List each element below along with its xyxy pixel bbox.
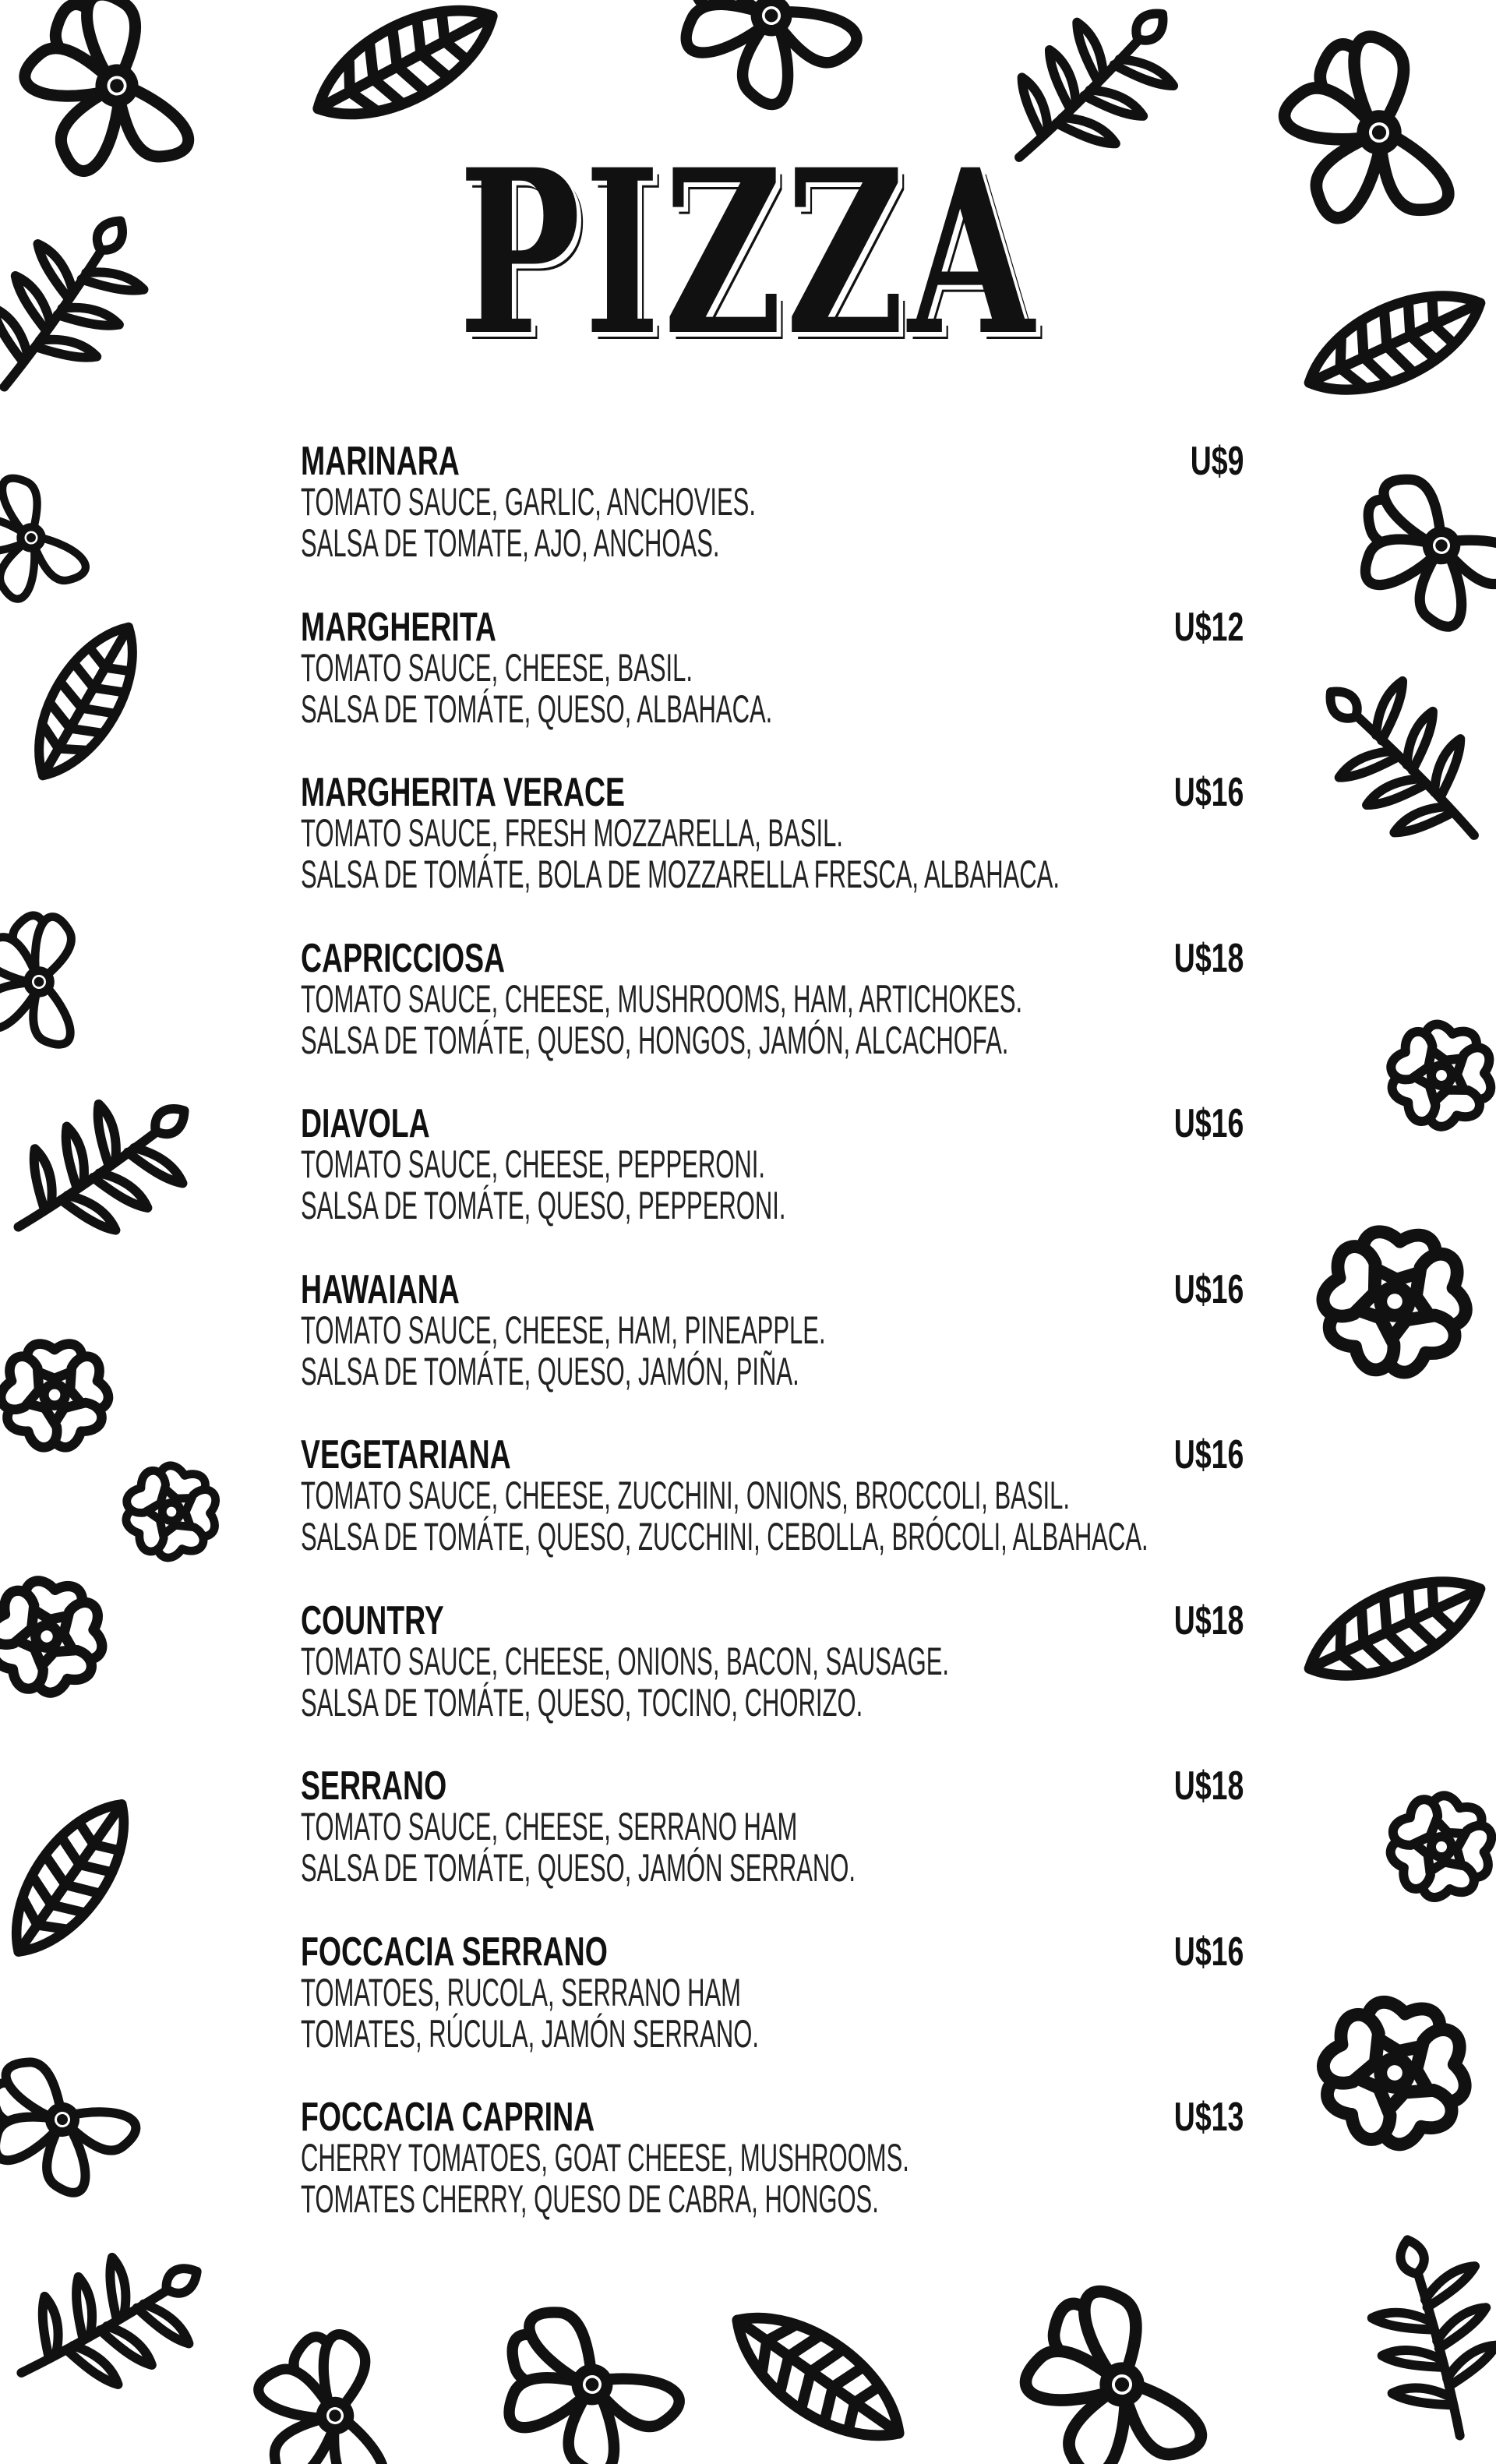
sprig-icon <box>1293 651 1496 874</box>
flower-icon <box>1336 448 1496 651</box>
menu-item-description-en: TOMATO SAUCE, FRESH MOZZARELLA, BASIL. <box>301 811 843 855</box>
menu-item-price: U$13 <box>1173 2095 1244 2140</box>
menu-item-name: FOCCACIA CAPRINA <box>301 2095 595 2140</box>
flower-icon <box>0 886 129 1077</box>
menu-item-price: U$16 <box>1173 1432 1244 1477</box>
blossom-icon <box>1375 1015 1496 1142</box>
menu-item-description-en: TOMATO SAUCE, CHEESE, ZUCCHINI, ONIONS, BROCCOLI, BASIL. <box>301 1474 1071 1517</box>
menu-item-description-es: SALSA DE TOMATE, AJO, ANCHOAS. <box>301 521 720 565</box>
leaf-icon <box>15 611 156 792</box>
menu-item-description-en: CHERRY TOMATOES, GOAT CHEESE, MUSHROOMS. <box>301 2136 909 2180</box>
menu-item-name: VEGETARIANA <box>301 1432 511 1477</box>
menu-item-name: MARGHERITA VERACE <box>301 770 626 815</box>
flower-icon <box>662 0 871 125</box>
menu-item-description-es: SALSA DE TOMÁTE, BOLA DE MOZZARELLA FRESCA, ALBAHACA. <box>301 853 1060 896</box>
menu-item-description-en: TOMATO SAUCE, CHEESE, PEPPERONI. <box>301 1142 766 1186</box>
menu-item <box>301 1266 1244 1435</box>
blossom-icon <box>1312 1227 1476 1384</box>
leaf-icon <box>716 2290 920 2464</box>
sprig-icon <box>0 189 168 420</box>
menu-item-name: DIAVOLA <box>301 1101 430 1146</box>
menu-item-name: MARINARA <box>301 439 460 484</box>
menu-item-price: U$18 <box>1173 935 1244 981</box>
leaf-icon <box>1294 271 1495 415</box>
menu-item <box>301 1103 1244 1269</box>
menu-item-price: U$9 <box>1190 439 1244 484</box>
menu-item-description-en: TOMATO SAUCE, GARLIC, ANCHOVIES. <box>301 480 756 524</box>
menu-item-description-en: TOMATO SAUCE, CHEESE, ONIONS, BACON, SAUSAGE. <box>301 1639 950 1683</box>
sprig-icon <box>1355 2225 1496 2450</box>
menu-item-name: MARGHERITA <box>301 604 496 650</box>
blossom-icon <box>0 1573 115 1706</box>
blossom-icon <box>1307 1993 1481 2161</box>
menu-item <box>301 1929 1244 2098</box>
flower-icon <box>0 471 96 610</box>
blossom-icon <box>1369 1780 1496 1919</box>
menu-item-description-en: TOMATO SAUCE, CHEESE, BASIL. <box>301 645 693 690</box>
menu-item <box>301 772 1244 938</box>
flower-icon <box>0 0 225 203</box>
menu-item-price: U$16 <box>1173 770 1244 815</box>
menu-item-name: SERRANO <box>301 1763 447 1809</box>
menu-item-description-en: TOMATOES, RUCOLA, SERRANO HAM <box>301 1970 741 2014</box>
flower-icon <box>478 2279 698 2464</box>
menu-item-price: U$16 <box>1173 1101 1244 1146</box>
menu-item-price: U$16 <box>1173 1929 1244 1975</box>
menu-item-name: COUNTRY <box>301 1597 444 1643</box>
menu-item-description-es: SALSA DE TOMÁTE, QUESO, ZUCCHINI, CEBOLLA, BRÓCOLI, ALBAHACA. <box>301 1515 1148 1559</box>
sprig-icon <box>0 1066 218 1275</box>
menu-item <box>301 2097 1244 2263</box>
menu-item <box>301 1432 1244 1601</box>
menu-item <box>301 1597 1244 1767</box>
blossom-icon <box>0 1344 111 1453</box>
menu-item-price: U$12 <box>1173 604 1244 650</box>
menu-item-description-es: SALSA DE TOMÁTE, QUESO, JAMÓN, PIÑA. <box>301 1349 799 1393</box>
menu-item-description-es: SALSA DE TOMÁTE, QUESO, TOCINO, CHORIZO. <box>301 1680 863 1724</box>
menu-item-price: U$16 <box>1173 1266 1244 1312</box>
menu-item-price: U$18 <box>1173 1597 1244 1643</box>
leaf-icon <box>0 1785 150 1972</box>
menu-item <box>301 935 1244 1104</box>
menu-item-name: FOCCACIA SERRANO <box>301 1929 608 1975</box>
menu-item <box>301 1763 1244 1932</box>
flower-icon <box>0 2028 155 2221</box>
menu-item-name: CAPRICCIOSA <box>301 935 506 981</box>
menu-item-description-es: SALSA DE TOMÁTE, QUESO, HONGOS, JAMÓN, ALCACHOFA. <box>301 1018 1009 1062</box>
menu-item-description-en: TOMATO SAUCE, CHEESE, SERRANO HAM <box>301 1805 798 1848</box>
sprig-icon <box>0 2224 226 2423</box>
menu-item-description-es: SALSA DE TOMÁTE, QUESO, ALBAHACA. <box>301 687 773 731</box>
menu-item-description-es: SALSA DE TOMÁTE, QUESO, PEPPERONI. <box>301 1184 786 1227</box>
menu-item <box>301 441 1244 607</box>
menu-item-description-es: TOMATES, RÚCULA, JAMÓN SERRANO. <box>301 2011 759 2056</box>
menu-item-description-es: TOMATES CHERRY, QUESO DE CABRA, HONGOS. <box>301 2177 879 2221</box>
menu-item-price: U$18 <box>1173 1763 1244 1809</box>
blossom-icon <box>109 1454 232 1575</box>
flower-icon <box>1003 2274 1229 2464</box>
leaf-icon <box>1294 1557 1495 1701</box>
flower-icon <box>216 2303 442 2464</box>
menu-item-description-es: SALSA DE TOMÁTE, QUESO, JAMÓN SERRANO. <box>301 1846 856 1890</box>
pizza-menu-list <box>301 441 1244 2263</box>
menu-item <box>301 604 1244 773</box>
menu-item-name: HAWAIANA <box>301 1266 460 1312</box>
menu-item-description-en: TOMATO SAUCE, CHEESE, MUSHROOMS, HAM, ARTICHOKES. <box>301 976 1023 1021</box>
menu-title: PIZZA <box>458 121 1038 386</box>
menu-item-description-en: TOMATO SAUCE, CHEESE, HAM, PINEAPPLE. <box>301 1308 826 1352</box>
